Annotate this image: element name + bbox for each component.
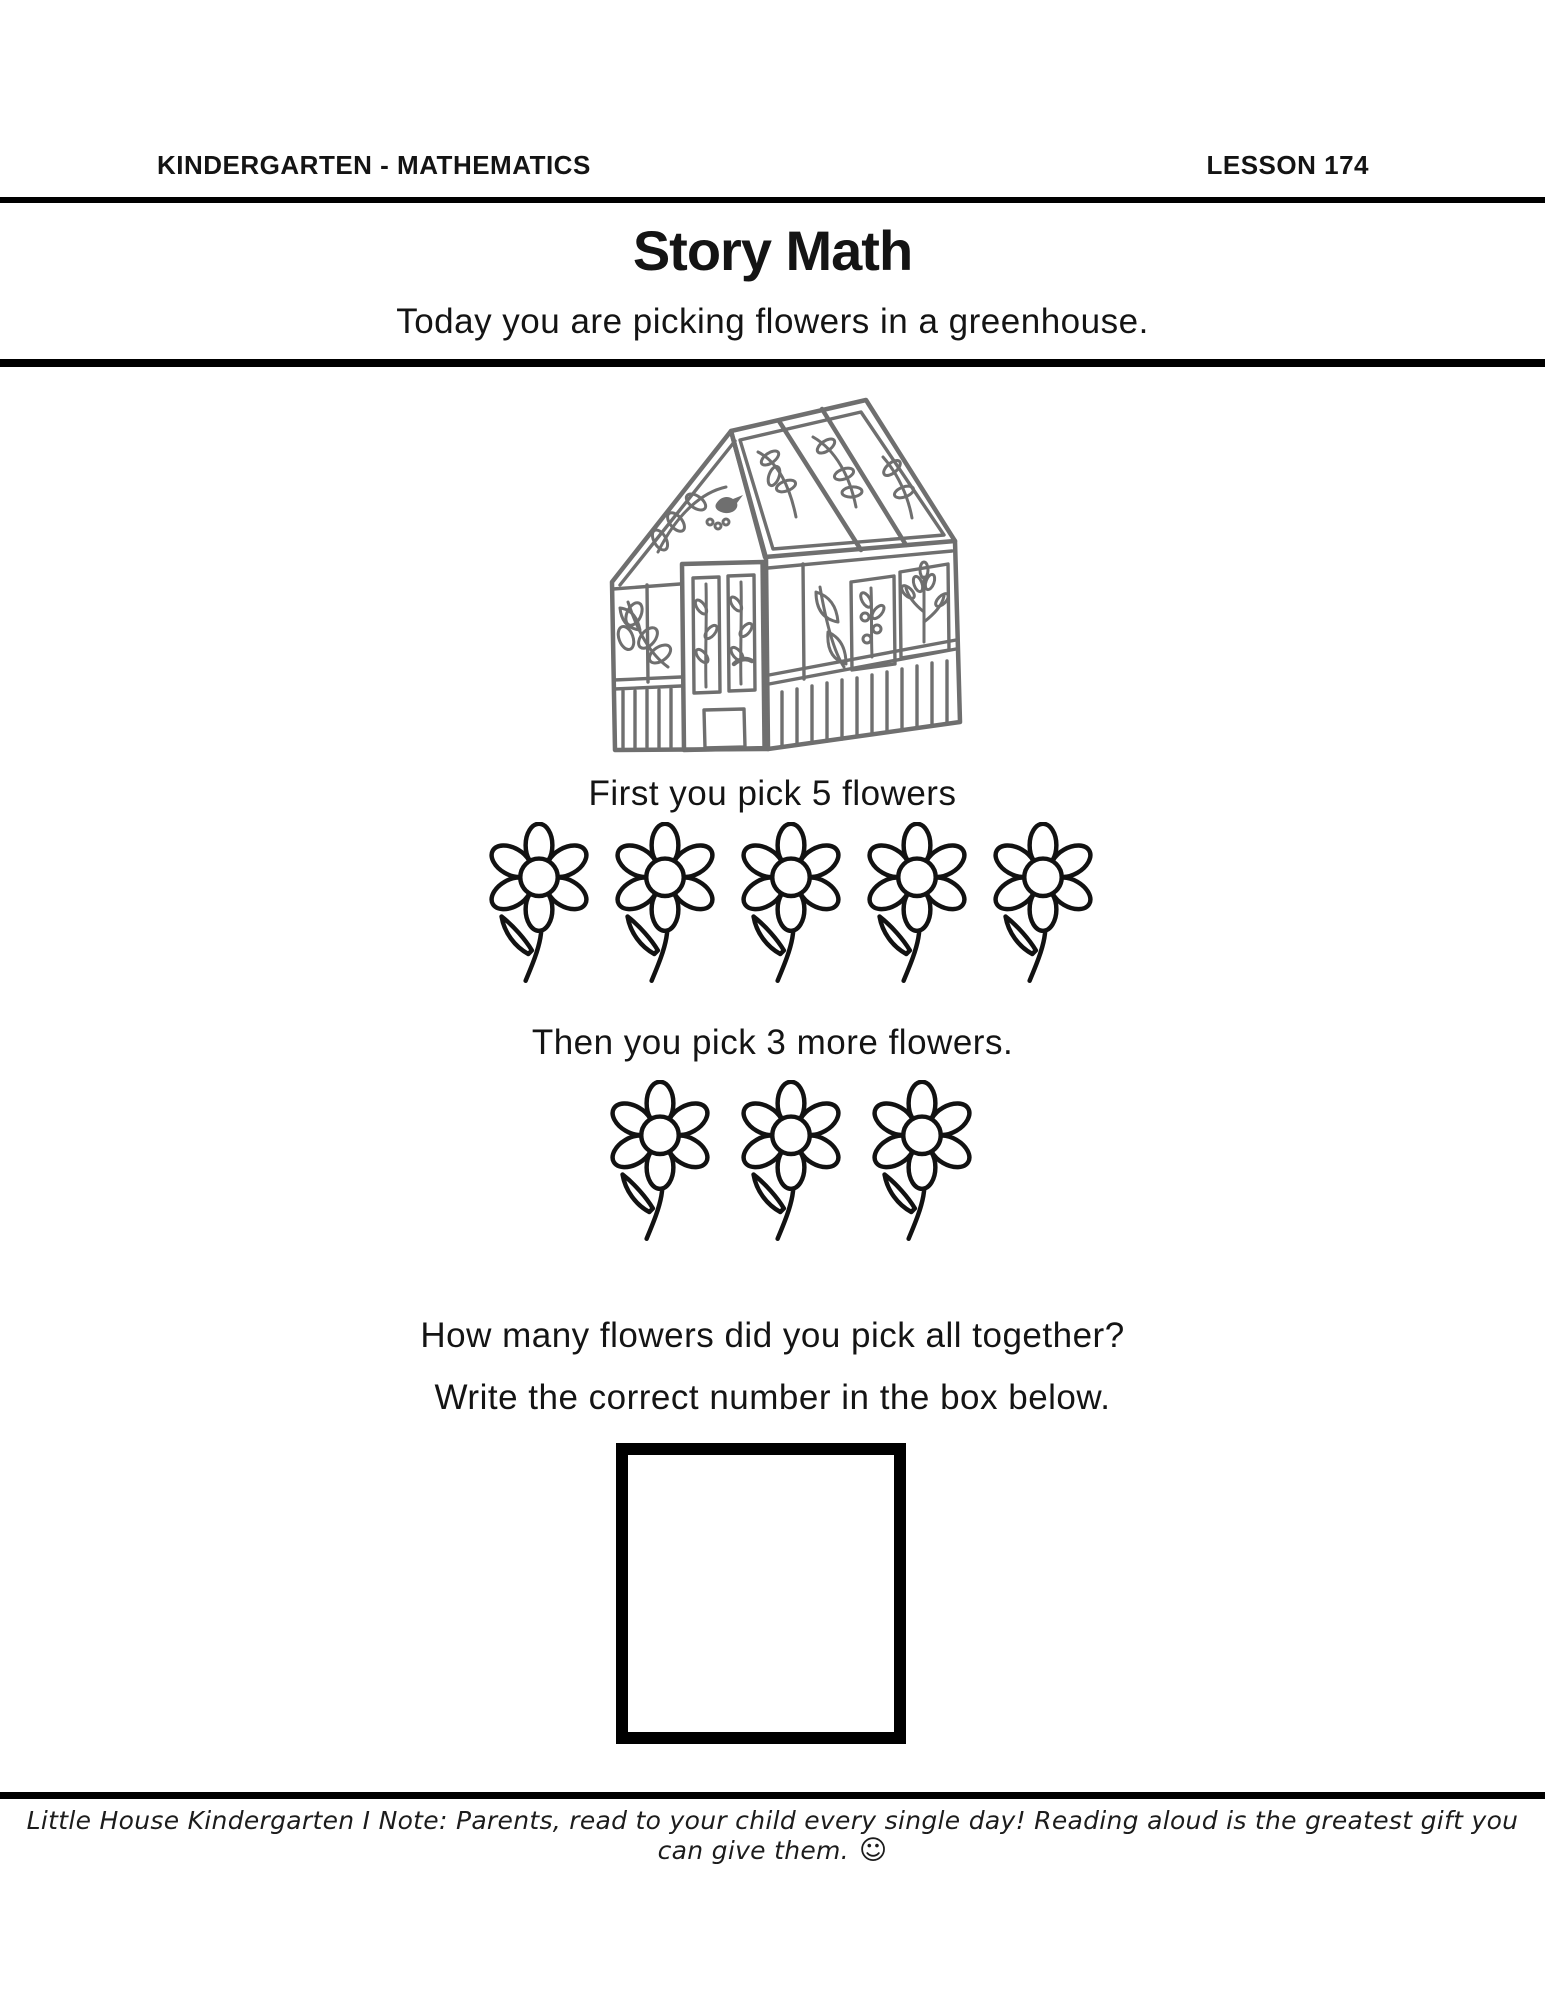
flower-row-1: [18, 822, 1545, 987]
page-title: Story Math: [632, 219, 913, 282]
answer-input-box[interactable]: [616, 1443, 906, 1744]
footer-note: Little House Kindergarten I Note: Parents, read to your child every single day! Reading aloud is the greatest gift you can give them.: [26, 1806, 1519, 1865]
flower-icon: [607, 822, 723, 987]
step-1-text: First you pick 5 flowers: [588, 774, 957, 813]
smiley-icon: ☺: [858, 1835, 888, 1866]
lesson-label: LESSON 174: [1206, 150, 1369, 180]
course-label: KINDERGARTEN - MATHEMATICS: [157, 150, 591, 180]
header-divider: [0, 197, 1545, 203]
flower-icon: [985, 822, 1101, 987]
flower-icon: [733, 1080, 849, 1245]
step-2-text: Then you pick 3 more flowers.: [531, 1023, 1014, 1062]
flower-icon: [859, 822, 975, 987]
question-line-1: How many flowers did you pick all together?: [420, 1316, 1125, 1355]
page-footer: [0, 1806, 1545, 1866]
greenhouse-icon: [598, 392, 964, 770]
greenhouse-front: [612, 431, 768, 750]
flower-icon: [481, 822, 597, 987]
subtitle: Today you are picking flowers in a greenhouse.: [396, 302, 1149, 341]
flower-icon: [602, 1080, 718, 1245]
flower-icon: [733, 822, 849, 987]
flower-row-2: [18, 1080, 1545, 1245]
question-line-2: Write the correct number in the box below.: [434, 1378, 1111, 1417]
page-header: [157, 150, 1369, 181]
greenhouse-door: [682, 562, 766, 750]
subtitle-divider: [0, 359, 1545, 367]
footer-divider: [0, 1792, 1545, 1799]
flower-icon: [864, 1080, 980, 1245]
greenhouse-illustration: [598, 392, 964, 770]
greenhouse-side-wall: [768, 541, 960, 749]
bird-icon: [715, 495, 743, 513]
